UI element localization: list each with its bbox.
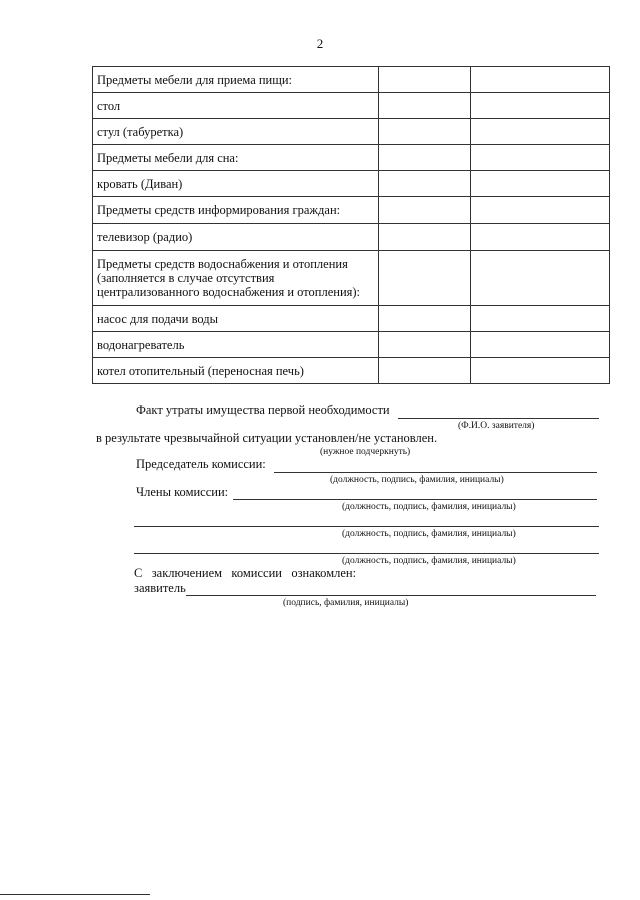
row-label: Предметы мебели для сна: [93,145,379,171]
row-label: стол [93,93,379,119]
value-cell[interactable] [379,67,471,93]
page-number: 2 [316,36,324,51]
value-cell[interactable] [471,306,610,332]
property-table [92,66,610,384]
row-label: Предметы мебели для приема пищи: [93,67,379,93]
value-cell[interactable] [471,145,610,171]
member-signature-field[interactable] [233,499,597,500]
table-row [93,119,610,145]
chairman-signature-field[interactable] [274,472,597,473]
member-hint: (должность, подпись, фамилия, инициалы) [342,502,516,512]
row-label: Предметы средств информирования граждан: [93,197,379,224]
value-cell[interactable] [471,171,610,197]
applicant-signature-field[interactable] [186,595,596,596]
fact-text: Факт утраты имущества первой необходимости [136,403,390,417]
row-label: водонагреватель [93,332,379,358]
applicant-hint: (подпись, фамилия, инициалы) [283,598,409,608]
member-signature-field[interactable] [134,553,599,554]
chairman-hint: (должность, подпись, фамилия, инициалы) [330,475,504,485]
table-row [93,93,610,119]
chairman-label: Председатель комиссии: [136,457,266,471]
page-divider [0,894,150,895]
row-label: телевизор (радио) [93,224,379,251]
row-label: кровать (Диван) [93,171,379,197]
row-label: котел отопительный (переносная печь) [93,358,379,384]
table-row [93,251,610,306]
value-cell[interactable] [471,197,610,224]
value-cell[interactable] [471,251,610,306]
table-row [93,224,610,251]
value-cell[interactable] [471,332,610,358]
member-hint: (должность, подпись, фамилия, инициалы) [342,556,516,566]
member-hint: (должность, подпись, фамилия, инициалы) [342,529,516,539]
value-cell[interactable] [379,145,471,171]
underline-hint: (нужное подчеркнуть) [320,447,411,457]
applicant-name-field[interactable] [398,418,599,419]
fio-hint: (Ф.И.О. заявителя) [458,421,535,431]
value-cell[interactable] [471,67,610,93]
value-cell[interactable] [379,358,471,384]
acquainted-text: С заключением комиссии ознакомлен: [134,566,357,580]
value-cell[interactable] [471,93,610,119]
value-cell[interactable] [379,119,471,145]
value-cell[interactable] [379,251,471,306]
value-cell[interactable] [471,119,610,145]
value-cell[interactable] [471,224,610,251]
table-row [93,145,610,171]
table-row [93,306,610,332]
member-signature-field[interactable] [134,526,599,527]
value-cell[interactable] [379,171,471,197]
value-cell[interactable] [379,224,471,251]
row-label: стул (табуретка) [93,119,379,145]
value-cell[interactable] [379,197,471,224]
members-label: Члены комиссии: [136,485,229,499]
value-cell[interactable] [379,93,471,119]
table-row [93,197,610,224]
table-row [93,171,610,197]
table-row [93,67,610,93]
row-label: Предметы средств водоснабжения и отопления (заполняется в случае отсутствия централизованного водоснабжения и отопления): [93,251,379,306]
table-row [93,358,610,384]
result-text: в результате чрезвычайной ситуации установлен/не установлен. [96,431,438,445]
table-row [93,332,610,358]
applicant-label: заявитель [134,581,186,595]
value-cell[interactable] [471,358,610,384]
value-cell[interactable] [379,332,471,358]
row-label: насос для подачи воды [93,306,379,332]
value-cell[interactable] [379,306,471,332]
